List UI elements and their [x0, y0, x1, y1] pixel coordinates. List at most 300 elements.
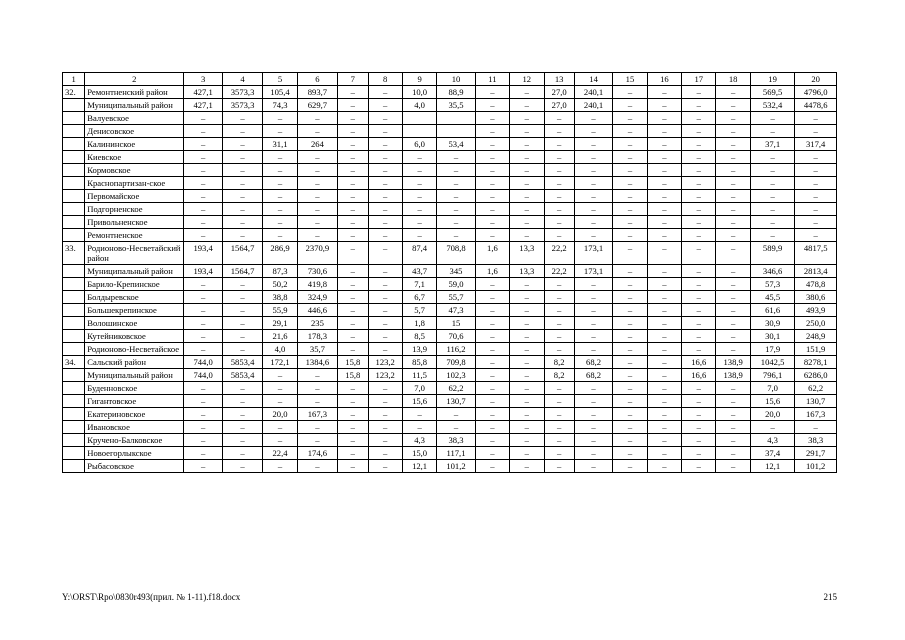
value-cell: –	[544, 421, 574, 434]
territory-name-cell: Денисовское	[85, 125, 184, 138]
value-cell: 13,9	[402, 343, 436, 356]
value-cell: –	[510, 447, 544, 460]
value-cell: –	[402, 408, 436, 421]
value-cell: 427,1	[184, 99, 222, 112]
value-cell: –	[647, 151, 681, 164]
value-cell: 709,8	[437, 356, 475, 369]
territory-name-cell: Муниципальный район	[85, 99, 184, 112]
value-cell: –	[338, 382, 368, 395]
value-cell: –	[544, 112, 574, 125]
territory-name-cell: Родионово-Несветайское	[85, 343, 184, 356]
row-number-cell	[63, 317, 85, 330]
value-cell: 102,3	[437, 369, 475, 382]
value-cell: –	[368, 330, 402, 343]
value-cell: –	[475, 86, 509, 99]
value-cell: –	[475, 408, 509, 421]
value-cell: –	[647, 203, 681, 216]
value-cell: 27,0	[544, 99, 574, 112]
value-cell: 286,9	[263, 242, 297, 265]
value-cell: –	[368, 265, 402, 278]
value-cell: –	[716, 138, 750, 151]
value-cell: –	[510, 125, 544, 138]
value-cell: –	[795, 216, 837, 229]
column-number-cell: 13	[544, 73, 574, 86]
value-cell: –	[750, 190, 795, 203]
row-number-cell	[63, 190, 85, 203]
value-cell: 173,1	[574, 265, 612, 278]
value-cell: –	[716, 99, 750, 112]
table-row	[63, 382, 837, 395]
value-cell: –	[750, 229, 795, 242]
value-cell: –	[368, 177, 402, 190]
value-cell: –	[368, 151, 402, 164]
value-cell: 61,6	[750, 304, 795, 317]
value-cell: –	[750, 203, 795, 216]
territory-name-cell: Болдыревское	[85, 291, 184, 304]
value-cell: –	[475, 164, 509, 177]
table-row	[63, 369, 837, 382]
value-cell: –	[368, 291, 402, 304]
value-cell: 5853,4	[222, 369, 262, 382]
value-cell: –	[647, 265, 681, 278]
value-cell: 31,1	[263, 138, 297, 151]
territory-name-cell: Екатериновское	[85, 408, 184, 421]
territory-name-cell: Гигантовское	[85, 395, 184, 408]
value-cell: –	[613, 408, 647, 421]
value-cell: –	[510, 99, 544, 112]
value-cell: –	[682, 408, 716, 421]
value-cell: 8,5	[402, 330, 436, 343]
column-number-cell: 1	[63, 73, 85, 86]
value-cell: 38,3	[437, 434, 475, 447]
value-cell: –	[510, 151, 544, 164]
table-row	[63, 164, 837, 177]
value-cell: –	[437, 177, 475, 190]
value-cell: –	[184, 177, 222, 190]
page-number: 215	[823, 592, 837, 602]
value-cell: –	[184, 447, 222, 460]
value-cell: 20,0	[750, 408, 795, 421]
value-cell: –	[647, 278, 681, 291]
value-cell: –	[222, 278, 262, 291]
value-cell: –	[338, 265, 368, 278]
value-cell: –	[613, 343, 647, 356]
value-cell: –	[263, 434, 297, 447]
value-cell: –	[338, 138, 368, 151]
value-cell: –	[475, 434, 509, 447]
value-cell: 589,9	[750, 242, 795, 265]
value-cell: –	[613, 99, 647, 112]
value-cell: –	[475, 151, 509, 164]
table-row	[63, 242, 837, 265]
value-cell: –	[647, 343, 681, 356]
territory-name-cell: Киевское	[85, 151, 184, 164]
value-cell: –	[402, 216, 436, 229]
value-cell: 167,3	[297, 408, 337, 421]
value-cell: –	[222, 343, 262, 356]
value-cell: –	[368, 164, 402, 177]
value-cell: –	[647, 447, 681, 460]
value-cell: –	[750, 177, 795, 190]
value-cell: –	[795, 190, 837, 203]
value-cell: 37,1	[750, 138, 795, 151]
table-row	[63, 434, 837, 447]
value-cell: –	[544, 434, 574, 447]
value-cell: –	[544, 203, 574, 216]
value-cell: 38,3	[795, 434, 837, 447]
value-cell: 55,9	[263, 304, 297, 317]
row-number-cell: 32.	[63, 86, 85, 99]
value-cell: –	[647, 317, 681, 330]
value-cell: 1042,5	[750, 356, 795, 369]
value-cell: –	[544, 447, 574, 460]
value-cell: –	[716, 216, 750, 229]
value-cell: –	[682, 265, 716, 278]
value-cell: –	[222, 408, 262, 421]
value-cell: 7,1	[402, 278, 436, 291]
value-cell: –	[437, 190, 475, 203]
value-cell: –	[184, 408, 222, 421]
value-cell: –	[544, 317, 574, 330]
value-cell: 744,0	[184, 356, 222, 369]
value-cell: 101,2	[437, 460, 475, 473]
value-cell: –	[574, 203, 612, 216]
territory-name-cell: Буденновское	[85, 382, 184, 395]
value-cell: 62,2	[437, 382, 475, 395]
value-cell: –	[544, 330, 574, 343]
value-cell: –	[368, 408, 402, 421]
value-cell: –	[682, 395, 716, 408]
row-number-cell	[63, 151, 85, 164]
value-cell: 85,8	[402, 356, 436, 369]
value-cell: –	[475, 203, 509, 216]
value-cell: –	[613, 460, 647, 473]
value-cell: –	[574, 125, 612, 138]
value-cell: –	[338, 203, 368, 216]
value-cell: –	[647, 99, 681, 112]
value-cell: –	[510, 408, 544, 421]
table-row	[63, 447, 837, 460]
value-cell: –	[222, 151, 262, 164]
row-number-cell	[63, 382, 85, 395]
value-cell: –	[184, 190, 222, 203]
value-cell: –	[402, 151, 436, 164]
value-cell: –	[263, 203, 297, 216]
column-number-cell: 6	[297, 73, 337, 86]
table-row	[63, 229, 837, 242]
row-number-cell	[63, 304, 85, 317]
value-cell: –	[475, 395, 509, 408]
value-cell: –	[682, 229, 716, 242]
value-cell: –	[716, 265, 750, 278]
value-cell: –	[297, 460, 337, 473]
value-cell: –	[682, 151, 716, 164]
value-cell: –	[402, 203, 436, 216]
value-cell: –	[613, 421, 647, 434]
value-cell: –	[574, 343, 612, 356]
value-cell: 8,2	[544, 356, 574, 369]
value-cell: 35,5	[437, 99, 475, 112]
value-cell: –	[368, 395, 402, 408]
value-cell: 21,6	[263, 330, 297, 343]
column-number-cell: 16	[647, 73, 681, 86]
value-cell: –	[544, 125, 574, 138]
value-cell: 68,2	[574, 369, 612, 382]
value-cell: –	[338, 177, 368, 190]
value-cell: –	[510, 343, 544, 356]
value-cell: –	[437, 151, 475, 164]
value-cell: –	[222, 421, 262, 434]
value-cell: –	[475, 382, 509, 395]
value-cell: –	[574, 151, 612, 164]
value-cell: –	[574, 421, 612, 434]
value-cell: –	[297, 229, 337, 242]
value-cell: 796,1	[750, 369, 795, 382]
value-cell: –	[297, 203, 337, 216]
value-cell: 173,1	[574, 242, 612, 265]
value-cell: –	[795, 421, 837, 434]
value-cell: –	[510, 278, 544, 291]
value-cell: –	[510, 190, 544, 203]
value-cell: –	[795, 125, 837, 138]
row-number-cell	[63, 434, 85, 447]
value-cell: –	[263, 460, 297, 473]
value-cell: –	[222, 460, 262, 473]
value-cell: 893,7	[297, 86, 337, 99]
row-number-cell	[63, 291, 85, 304]
value-cell: 235	[297, 317, 337, 330]
value-cell: 20,0	[263, 408, 297, 421]
value-cell: 116,2	[437, 343, 475, 356]
territory-name-cell: Большекрепинское	[85, 304, 184, 317]
value-cell: 130,7	[795, 395, 837, 408]
value-cell: –	[544, 395, 574, 408]
value-cell: 15,8	[338, 356, 368, 369]
value-cell: –	[613, 125, 647, 138]
value-cell: –	[510, 229, 544, 242]
value-cell: –	[647, 434, 681, 447]
value-cell: –	[510, 86, 544, 99]
value-cell: 427,1	[184, 86, 222, 99]
value-cell: 345	[437, 265, 475, 278]
value-cell: –	[795, 164, 837, 177]
value-cell: –	[647, 190, 681, 203]
value-cell: 324,9	[297, 291, 337, 304]
table-row	[63, 177, 837, 190]
value-cell: –	[750, 421, 795, 434]
value-cell: 240,1	[574, 86, 612, 99]
table-row	[63, 265, 837, 278]
value-cell: –	[613, 164, 647, 177]
value-cell: –	[574, 434, 612, 447]
value-cell: –	[716, 460, 750, 473]
value-cell: –	[682, 317, 716, 330]
table-row	[63, 151, 837, 164]
value-cell: –	[544, 216, 574, 229]
value-cell: –	[682, 99, 716, 112]
value-cell: –	[574, 447, 612, 460]
territory-name-cell: Волошинское	[85, 317, 184, 330]
value-cell: –	[544, 408, 574, 421]
value-cell: 172,1	[263, 356, 297, 369]
column-number-cell: 3	[184, 73, 222, 86]
value-cell: 193,4	[184, 242, 222, 265]
row-number-cell	[63, 278, 85, 291]
value-cell: –	[574, 382, 612, 395]
value-cell: 4478,6	[795, 99, 837, 112]
row-number-cell	[63, 421, 85, 434]
value-cell: 105,4	[263, 86, 297, 99]
value-cell: –	[613, 330, 647, 343]
table-row	[63, 421, 837, 434]
value-cell: –	[682, 190, 716, 203]
table-row	[63, 216, 837, 229]
data-table-sheet	[62, 72, 837, 473]
value-cell: 43,7	[402, 265, 436, 278]
value-cell: 55,7	[437, 291, 475, 304]
value-cell: –	[682, 177, 716, 190]
value-cell: –	[716, 242, 750, 265]
value-cell: –	[682, 86, 716, 99]
column-number-cell: 17	[682, 73, 716, 86]
value-cell: –	[368, 460, 402, 473]
territory-name-cell: Краснопартизан-ское	[85, 177, 184, 190]
value-cell: 30,9	[750, 317, 795, 330]
value-cell: –	[682, 112, 716, 125]
row-number-cell	[63, 112, 85, 125]
value-cell: –	[510, 369, 544, 382]
value-cell: –	[222, 112, 262, 125]
value-cell: –	[475, 278, 509, 291]
value-cell: –	[682, 278, 716, 291]
column-number-cell: 18	[716, 73, 750, 86]
value-cell: –	[184, 343, 222, 356]
value-cell: 117,1	[437, 447, 475, 460]
territory-name-cell: Ивановское	[85, 421, 184, 434]
value-cell: 15	[437, 317, 475, 330]
value-cell: –	[574, 317, 612, 330]
row-number-cell	[63, 395, 85, 408]
value-cell: –	[647, 460, 681, 473]
value-cell: –	[716, 125, 750, 138]
value-cell: –	[716, 317, 750, 330]
value-cell: –	[368, 278, 402, 291]
value-cell: 13,3	[510, 265, 544, 278]
value-cell: –	[647, 382, 681, 395]
value-cell: –	[184, 382, 222, 395]
value-cell: –	[475, 112, 509, 125]
value-cell: –	[795, 203, 837, 216]
value-cell: –	[475, 138, 509, 151]
value-cell: –	[184, 203, 222, 216]
value-cell: –	[682, 291, 716, 304]
value-cell: 419,8	[297, 278, 337, 291]
value-cell: 174,6	[297, 447, 337, 460]
value-cell: 15,8	[338, 369, 368, 382]
value-cell: –	[437, 229, 475, 242]
value-cell: –	[574, 177, 612, 190]
value-cell: –	[795, 151, 837, 164]
value-cell: –	[574, 278, 612, 291]
value-cell: 10,0	[402, 86, 436, 99]
value-cell: –	[716, 408, 750, 421]
value-cell: –	[475, 447, 509, 460]
value-cell: –	[544, 343, 574, 356]
row-number-cell	[63, 447, 85, 460]
value-cell: –	[297, 216, 337, 229]
territory-name-cell: Барило-Крепинское	[85, 278, 184, 291]
value-cell: –	[716, 112, 750, 125]
value-cell: –	[475, 190, 509, 203]
value-cell: –	[682, 382, 716, 395]
column-number-cell: 14	[574, 73, 612, 86]
value-cell: –	[682, 138, 716, 151]
value-cell: 6,7	[402, 291, 436, 304]
value-cell: –	[795, 177, 837, 190]
value-cell: –	[184, 317, 222, 330]
value-cell: 53,4	[437, 138, 475, 151]
value-cell: 22,2	[544, 265, 574, 278]
value-cell: –	[613, 356, 647, 369]
value-cell: –	[750, 112, 795, 125]
value-cell: –	[222, 138, 262, 151]
value-cell: –	[750, 151, 795, 164]
value-cell: –	[338, 190, 368, 203]
value-cell: –	[510, 177, 544, 190]
value-cell	[402, 125, 436, 138]
value-cell: –	[338, 99, 368, 112]
value-cell: –	[297, 164, 337, 177]
value-cell: –	[510, 317, 544, 330]
table-row	[63, 112, 837, 125]
value-cell: –	[368, 86, 402, 99]
value-cell: –	[613, 190, 647, 203]
territory-name-cell: Калининское	[85, 138, 184, 151]
territory-name-cell: Ремонтненское	[85, 229, 184, 242]
row-number-cell	[63, 99, 85, 112]
value-cell: –	[338, 395, 368, 408]
value-cell: 744,0	[184, 369, 222, 382]
row-number-cell	[63, 343, 85, 356]
value-cell: –	[647, 125, 681, 138]
value-cell: –	[510, 330, 544, 343]
value-cell: 123,2	[368, 369, 402, 382]
value-cell: 4817,5	[795, 242, 837, 265]
value-cell: –	[184, 216, 222, 229]
value-cell: –	[510, 112, 544, 125]
value-cell: –	[716, 229, 750, 242]
value-cell: 47,3	[437, 304, 475, 317]
value-cell: –	[613, 86, 647, 99]
row-number-cell	[63, 138, 85, 151]
value-cell: –	[338, 151, 368, 164]
table-row	[63, 356, 837, 369]
value-cell: 12,1	[750, 460, 795, 473]
value-cell: –	[338, 229, 368, 242]
territory-name-cell: Кормовское	[85, 164, 184, 177]
value-cell: –	[647, 86, 681, 99]
value-cell: –	[574, 330, 612, 343]
value-cell: –	[297, 369, 337, 382]
table-body	[63, 86, 837, 473]
value-cell: –	[647, 421, 681, 434]
value-cell: –	[263, 421, 297, 434]
value-cell: –	[613, 138, 647, 151]
value-cell: –	[682, 434, 716, 447]
value-cell: –	[510, 138, 544, 151]
value-cell	[437, 125, 475, 138]
value-cell: –	[795, 229, 837, 242]
